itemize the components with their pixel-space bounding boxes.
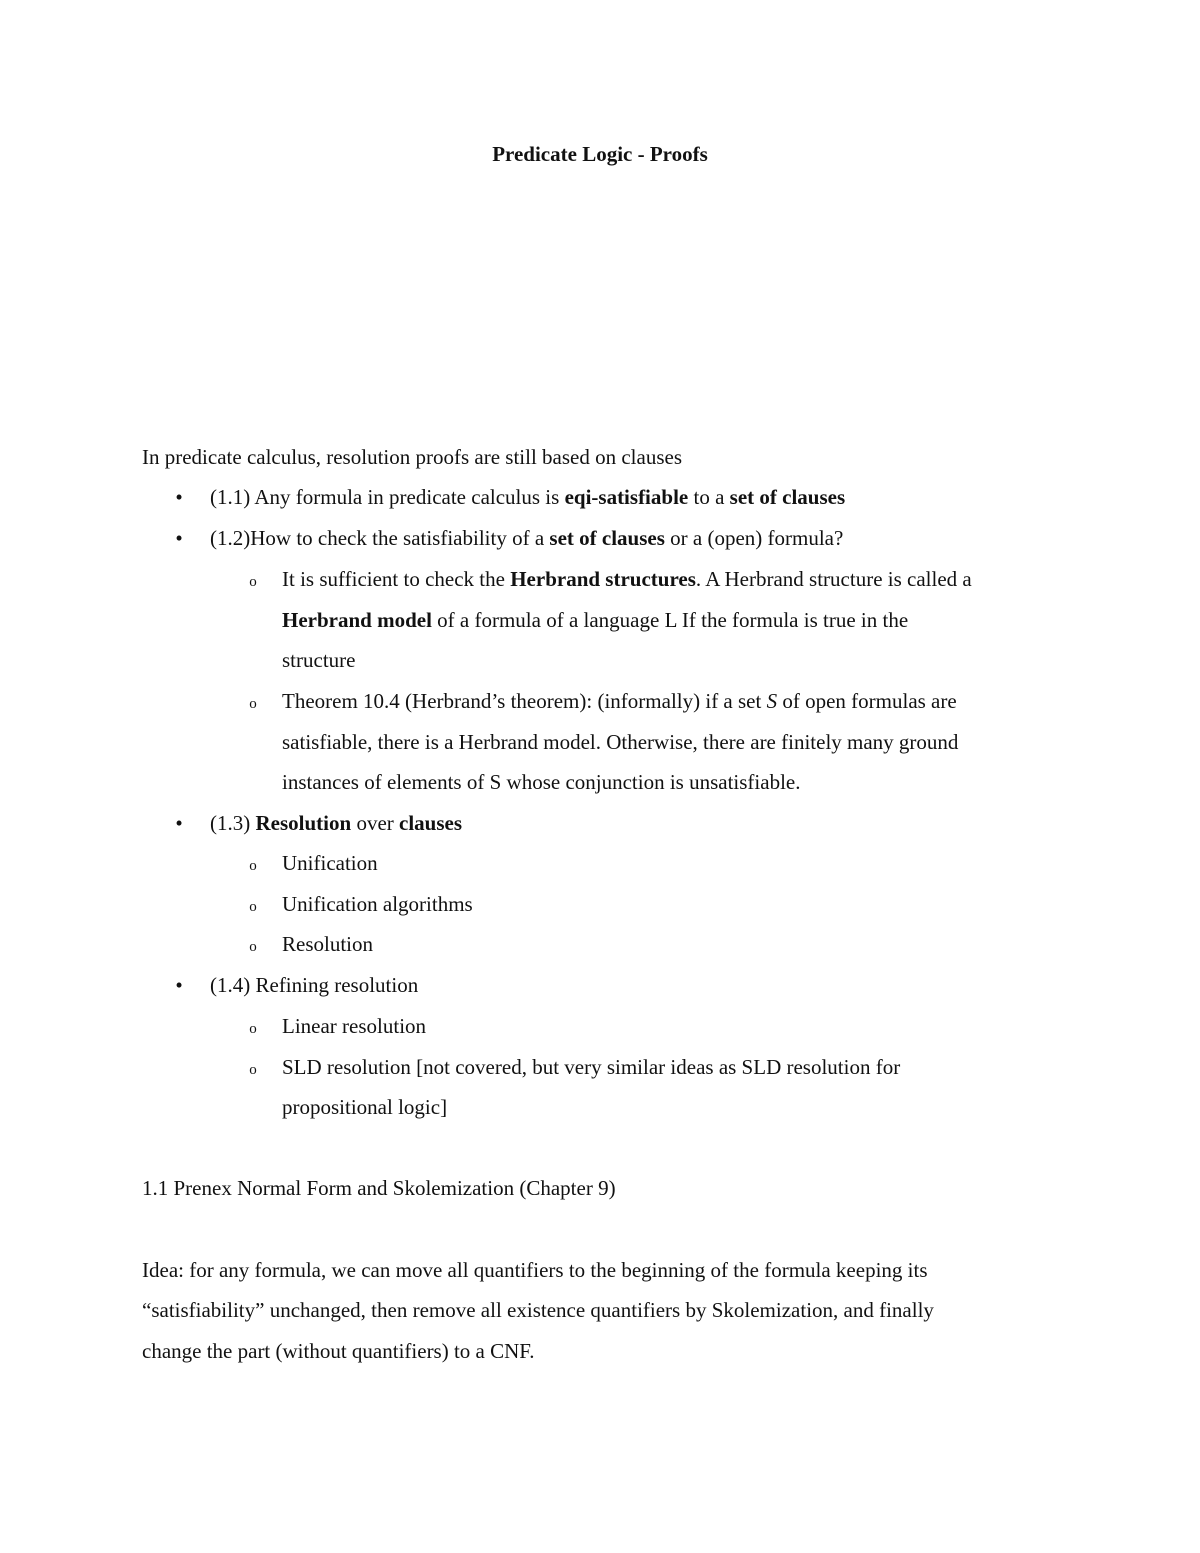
sub-item-text: It is sufficient to check the <box>282 567 511 591</box>
bullet-icon: • <box>175 485 183 509</box>
sub-item-theorem-line-3: instances of elements of S whose conjunction is unsatisfiable. <box>282 770 801 794</box>
page-title: Predicate Logic - Proofs <box>492 142 708 166</box>
sub-bullet-icon: o <box>249 899 257 915</box>
sub-item-linear-resolution: Linear resolution <box>282 1014 427 1038</box>
idea-line-2: “satisfiability” unchanged, then remove all existence quantifiers by Skolemization, and finally <box>142 1298 934 1322</box>
section-heading: 1.1 Prenex Normal Form and Skolemization (Chapter 9) <box>142 1176 616 1200</box>
bullet-icon: • <box>175 811 183 835</box>
sub-item-italic: S <box>766 689 778 713</box>
bullet-1-2 <box>210 524 843 552</box>
sub-item-unification-algorithms: Unification algorithms <box>282 892 473 916</box>
sub-bullet-icon: o <box>249 1021 257 1037</box>
sub-item-theorem-line-2: satisfiable, there is a Herbrand model. Otherwise, there are finitely many ground <box>282 730 959 754</box>
bullet-1-2-bold: set of clauses <box>549 526 665 550</box>
sub-item-text-2: of open formulas are <box>777 689 957 713</box>
bullet-1-3-bold-2: clauses <box>399 811 463 835</box>
bullet-1-2-text-2: or a (open) formula? <box>664 526 844 550</box>
bullet-1-3-text-2: over <box>351 811 400 835</box>
bullet-1-1 <box>210 483 845 511</box>
bullet-icon: • <box>175 973 183 997</box>
idea-line-3: change the part (without quantifiers) to a CNF. <box>142 1339 535 1363</box>
bullet-1-1-bold-2: set of clauses <box>729 485 846 509</box>
sub-item-herbrand-line-1 <box>282 565 972 593</box>
bullet-1-3 <box>210 809 462 837</box>
sub-item-herbrand-line-3: structure <box>282 648 356 672</box>
sub-item-text-3: of a formula of a language L If the formula is true in the <box>431 608 909 632</box>
sub-item-unification: Unification <box>282 851 378 875</box>
sub-item-theorem-line-1 <box>282 687 957 715</box>
sub-item-sld-line-1: SLD resolution [not covered, but very similar ideas as SLD resolution for <box>282 1055 901 1079</box>
bullet-1-3-bold: Resolution <box>255 811 352 835</box>
bullet-1-3-text: (1.3) <box>210 811 256 835</box>
bullet-1-4: (1.4) Refining resolution <box>210 973 419 997</box>
sub-item-sld-line-2: propositional logic] <box>282 1095 448 1119</box>
sub-item-bold-2: Herbrand model <box>282 608 432 632</box>
sub-bullet-icon: o <box>249 1062 257 1078</box>
bullet-1-1-text: (1.1) Any formula in predicate calculus is <box>210 485 565 509</box>
sub-item-herbrand-line-2 <box>282 606 908 634</box>
sub-bullet-icon: o <box>249 939 257 955</box>
idea-line-1: Idea: for any formula, we can move all quantifiers to the beginning of the formula keeping its <box>142 1258 928 1282</box>
bullet-1-2-text: (1.2)How to check the satisfiability of a <box>210 526 550 550</box>
intro-paragraph: In predicate calculus, resolution proofs are still based on clauses <box>142 445 682 469</box>
sub-bullet-icon: o <box>249 858 257 874</box>
sub-item-resolution: Resolution <box>282 932 374 956</box>
sub-bullet-icon: o <box>249 574 257 590</box>
sub-item-text-2: . A Herbrand structure is called a <box>695 567 972 591</box>
bullet-1-1-text-2: to a <box>688 485 730 509</box>
sub-bullet-icon: o <box>249 696 257 712</box>
bullet-icon: • <box>175 526 183 550</box>
sub-item-text: Theorem 10.4 (Herbrand’s theorem): (informally) if a set <box>282 689 767 713</box>
bullet-1-1-bold: eqi-satisfiable <box>564 485 689 509</box>
sub-item-bold: Herbrand structures <box>510 567 696 591</box>
